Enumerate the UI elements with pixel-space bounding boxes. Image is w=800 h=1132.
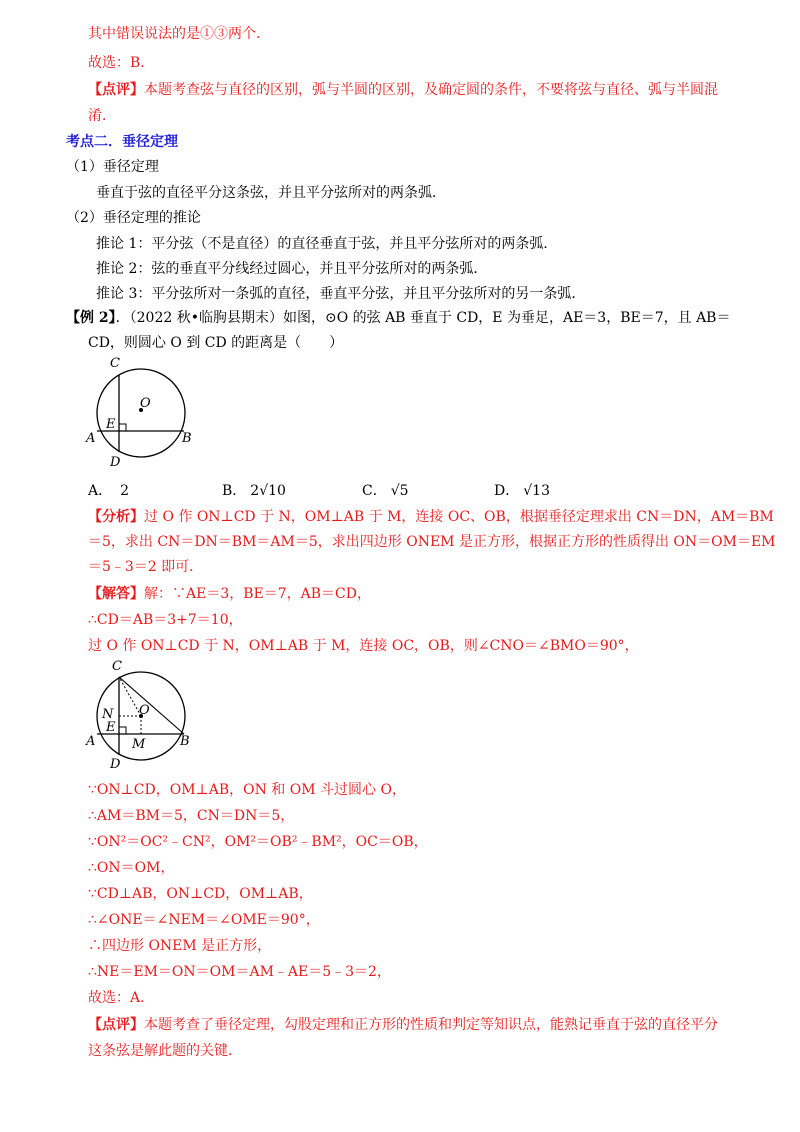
example-question bbox=[66, 308, 730, 328]
section-heading: 考点二．垂径定理 bbox=[66, 134, 178, 150]
prev-comment-line bbox=[88, 80, 718, 100]
segment-cb bbox=[119, 677, 184, 734]
sub2-label: （2）垂径定理的推论 bbox=[66, 210, 201, 226]
solution-step-5: ∵CD⊥AB，ON⊥CD，OM⊥AB， bbox=[88, 886, 313, 902]
example-text: ．（2022 秋•临朐县期末）如图，⊙O 的弦 AB 垂直于 CD，E 为垂足，AE＝3，BE＝7，且 AB＝ bbox=[115, 310, 731, 326]
solution-line: 【解答】解：∵AE＝3，BE＝7，AB＝CD， bbox=[88, 586, 371, 602]
label-d: D bbox=[110, 757, 121, 772]
solution-step-1: ∵ON⊥CD，OM⊥AB，ON 和 OM 斗过圆心 O， bbox=[88, 782, 406, 798]
label-e: E bbox=[106, 417, 116, 432]
segment-oc bbox=[119, 677, 141, 716]
analysis-line-3: ＝5﹣3＝2 即可． bbox=[88, 559, 204, 575]
prev-answer-line: 其中错误说法的是①③两个． bbox=[88, 26, 270, 42]
figure-circle-chord bbox=[82, 352, 202, 474]
sub1-label: （1）垂径定理 bbox=[66, 159, 159, 175]
analysis-line-2: ＝5，求出 CN＝DN＝BM＝AM＝5，求出四边形 ONEM 是正方形，根据正方形的性质得出 ON＝OM＝EM bbox=[88, 534, 776, 550]
circle-outline bbox=[97, 369, 185, 457]
option-c: C． √5 bbox=[362, 483, 409, 499]
solution-tag: 【解答】 bbox=[88, 586, 144, 602]
solution-choice: 故选：A． bbox=[88, 990, 155, 1006]
prev-comment-cont: 淆． bbox=[88, 108, 116, 124]
corollary-1: 推论 1：平分弦（不是直径）的直径垂直于弦，并且平分弦所对的两条弧． bbox=[96, 236, 558, 252]
solution-step-6: ∴∠ONE＝∠NEM＝∠OME＝90°， bbox=[88, 912, 320, 928]
label-c: C bbox=[112, 659, 122, 674]
label-a: A bbox=[86, 734, 96, 749]
comment-text: 本题考查弦与直径的区别，弧与半圆的区别，及确定圆的条件，不要将弦与直径、弧与半圆混 bbox=[144, 82, 718, 98]
analysis-line: 【分析】过 O 作 ON⊥CD 于 N，OM⊥AB 于 M，连接 OC、OB，根据垂径定理求出 CN＝DN，AM＝BM bbox=[88, 509, 774, 525]
label-b: B bbox=[180, 734, 190, 749]
solution-step-8: ∴NE＝EM＝ON＝OM＝AM﹣AE＝5﹣3＝2， bbox=[88, 964, 391, 980]
prev-choice-line: 故选：B． bbox=[88, 55, 155, 71]
option-a: A． 2 bbox=[88, 483, 130, 499]
comment-tag: 【点评】 bbox=[88, 82, 144, 98]
sub1-text: 垂直于弦的直径平分这条弦，并且平分弦所对的两条弧． bbox=[96, 185, 446, 201]
solution-step-2: ∴AM＝BM＝5，CN＝DN＝5， bbox=[88, 808, 295, 824]
option-d: D． √13 bbox=[494, 483, 550, 499]
label-e: E bbox=[106, 720, 116, 735]
solution-step-3: ∵ON²＝OC²﹣CN²，OM²＝OB²﹣BM²，OC＝OB， bbox=[88, 834, 428, 850]
analysis-tag: 【分析】 bbox=[88, 509, 144, 525]
label-c: C bbox=[110, 356, 120, 371]
figure-solution bbox=[82, 656, 202, 774]
comment-line: 【点评】本题考查了垂径定理，勾股定理和正方形的性质和判定等知识点，能熟记垂直于弦的直径平分 bbox=[88, 1017, 718, 1033]
solution-step-4: ∴ON＝OM， bbox=[88, 860, 175, 876]
example-tag: 【例 2】 bbox=[66, 310, 116, 326]
label-a: A bbox=[86, 431, 96, 446]
label-n: N bbox=[102, 707, 114, 722]
solution-line-3: 过 O 作 ON⊥CD 于 N，OM⊥AB 于 M，连接 OC，OB，则∠CNO＝∠BMO＝90°， bbox=[88, 638, 639, 654]
right-angle-mark bbox=[119, 727, 126, 734]
corollary-2: 推论 2：弦的垂直平分线经过圆心，并且平分弦所对的两条弧． bbox=[96, 261, 488, 277]
solution-step-7: ∴四边形 ONEM 是正方形， bbox=[88, 938, 272, 954]
solution-line-2: ∴CD＝AB＝3+7＝10， bbox=[88, 612, 243, 628]
comment-tag: 【点评】 bbox=[88, 1017, 144, 1033]
right-angle-mark bbox=[119, 424, 126, 431]
option-b: B． 2√10 bbox=[222, 483, 286, 499]
example-question-cont: CD，则圆心 O 到 CD 的距离是（ ） bbox=[88, 335, 344, 351]
label-b: B bbox=[182, 431, 192, 446]
label-o: O bbox=[139, 703, 150, 718]
corollary-3: 推论 3：平分弦所对一条弧的直径，垂直平分弦，并且平分弦所对的另一条弧． bbox=[96, 286, 586, 302]
label-d: D bbox=[110, 455, 121, 470]
comment-line-2: 这条弦是解此题的关键． bbox=[88, 1043, 242, 1059]
label-o: O bbox=[140, 396, 151, 411]
label-m: M bbox=[132, 737, 146, 752]
